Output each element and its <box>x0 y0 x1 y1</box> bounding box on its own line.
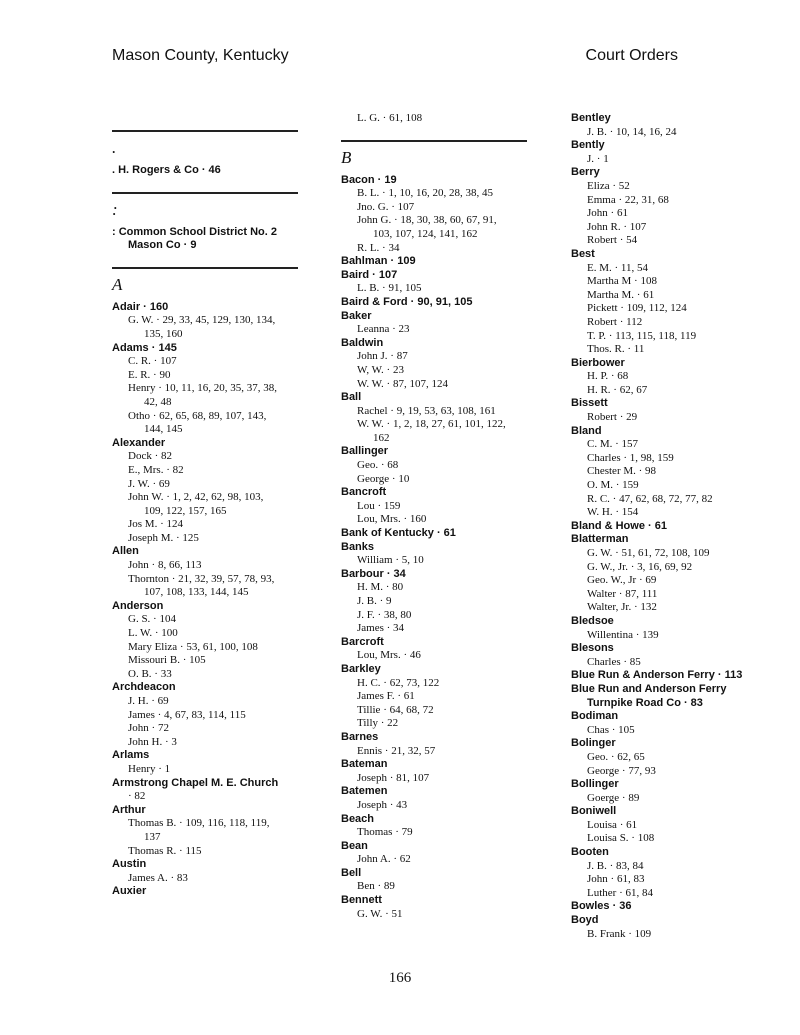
index-subentry: William · 5, 10 <box>357 554 424 567</box>
index-subentry: Henry · 1 <box>128 762 171 775</box>
index-subentry: L. W. · 100 <box>128 627 178 640</box>
index-subentry: John · 61, 83 <box>587 873 645 886</box>
index-heading: : Common School District No. 2 <box>112 225 278 238</box>
index-subentry: Missouri B. · 105 <box>128 654 206 667</box>
index-heading: Barbour · 34 <box>341 567 406 580</box>
section-letter: B <box>341 147 352 167</box>
index-subentry: J. W. · 69 <box>128 477 170 490</box>
index-subentry: Robert · 54 <box>587 234 638 247</box>
index-subentry: Mary Eliza · 53, 61, 100, 108 <box>128 640 258 653</box>
index-subentry: O. B. · 33 <box>128 667 172 680</box>
index-heading: Adair · 160 <box>112 300 169 313</box>
header-title: Court Orders <box>585 47 678 64</box>
index-subentry: G. W., Jr. · 3, 16, 69, 92 <box>587 560 693 573</box>
index-subentry: J. B. · 83, 84 <box>587 859 644 872</box>
index-subentry: Goerge · 89 <box>587 791 640 804</box>
index-heading: Armstrong Chapel M. E. Church <box>112 776 279 789</box>
index-subentry: John J. · 87 <box>357 350 408 363</box>
index-subentry: Louisa S. · 108 <box>587 832 655 845</box>
header-county: Mason County, Kentucky <box>112 47 289 64</box>
index-subentry: John A. · 62 <box>357 853 411 866</box>
index-heading: Blesons <box>571 642 614 655</box>
section-rule <box>112 130 298 132</box>
index-subentry: H. M. · 80 <box>357 581 404 594</box>
index-heading: Berry <box>571 166 600 179</box>
index-subentry: J. · 1 <box>587 152 609 165</box>
index-column-1 <box>112 0 298 899</box>
index-subentry: W. H. · 154 <box>587 506 639 519</box>
index-heading: Batemen <box>341 785 388 798</box>
index-subentry: Lou, Mrs. · 46 <box>357 649 421 662</box>
section-rule <box>112 267 298 269</box>
index-heading: Barkley <box>341 662 381 675</box>
index-heading: Bentley <box>571 112 611 124</box>
index-subentry: L. G. · 61, 108 <box>357 112 423 124</box>
index-heading: Beach <box>341 812 375 825</box>
index-subentry: Emma · 22, 31, 68 <box>587 193 669 206</box>
index-subentry: Joseph M. · 125 <box>128 531 199 544</box>
index-subentry: H. R. · 62, 67 <box>587 383 648 396</box>
index-heading: Bently <box>571 139 605 152</box>
section-rule <box>341 140 527 142</box>
index-heading: Barnes <box>341 730 379 743</box>
section-rule <box>112 192 298 194</box>
index-subentry: G. W. · 51, 61, 72, 108, 109 <box>587 547 710 559</box>
index-heading: Boyd <box>571 914 599 927</box>
index-subentry: Ennis · 21, 32, 57 <box>357 744 436 757</box>
index-continuation: 103, 107, 124, 141, 162 <box>373 227 478 240</box>
index-heading: Baldwin <box>341 336 384 349</box>
index-heading: Bland & Howe · 61 <box>571 519 667 532</box>
index-heading: Bowles · 36 <box>571 900 632 913</box>
index-subentry: Joseph · 43 <box>357 798 408 811</box>
index-subentry: James · 4, 67, 83, 114, 115 <box>128 708 246 721</box>
index-subentry: Thomas · 79 <box>357 826 413 839</box>
index-continuation: 144, 145 <box>144 423 183 436</box>
index-heading: Blatterman <box>571 533 629 546</box>
index-heading: Bodiman <box>571 710 619 723</box>
index-subentry: L. B. · 91, 105 <box>357 282 422 295</box>
index-subentry: Walter, Jr. · 132 <box>587 601 657 614</box>
index-continuation: 135, 160 <box>144 327 183 340</box>
index-subentry: Charles · 85 <box>587 655 641 668</box>
index-subentry: Thomas R. · 115 <box>128 844 202 857</box>
index-subentry: Robert · 29 <box>587 411 638 424</box>
index-subentry: Tillie · 64, 68, 72 <box>357 703 434 716</box>
index-heading: Ball <box>341 391 362 404</box>
index-heading-continuation: Turnpike Road Co · 83 <box>587 696 703 709</box>
index-subentry: Pickett · 109, 112, 124 <box>587 302 687 315</box>
index-subentry: Robert · 112 <box>587 315 643 328</box>
index-subentry: O. M. · 159 <box>587 479 639 492</box>
index-subentry: James A. · 83 <box>128 871 188 884</box>
index-subentry: W. W. · 87, 107, 124 <box>357 377 448 390</box>
index-subentry: H. P. · 68 <box>587 370 629 383</box>
index-heading: Best <box>571 247 595 260</box>
index-continuation: 109, 122, 157, 165 <box>144 504 227 517</box>
index-subentry: Geo. W., Jr · 69 <box>587 574 657 587</box>
index-subentry: James · 34 <box>357 622 405 635</box>
index-column-3 <box>571 0 757 941</box>
index-subentry: G. W. · 29, 33, 45, 129, 130, 134, <box>128 314 276 327</box>
index-heading: Bank of Kentucky · 61 <box>341 527 456 540</box>
index-heading: Blue Run & Anderson Ferry · 113 <box>571 669 743 682</box>
index-subentry: Geo. · 62, 65 <box>587 750 645 763</box>
index-subentry: George · 10 <box>357 472 410 485</box>
index-heading: Baird · 107 <box>341 268 398 281</box>
index-heading: Bledsoe <box>571 614 614 627</box>
index-subentry: H. C. · 62, 73, 122 <box>357 676 440 689</box>
index-subentry: John R. · 107 <box>587 220 647 233</box>
index-heading: Bissett <box>571 397 608 410</box>
index-subentry: Charles · 1, 98, 159 <box>587 451 674 464</box>
index-subentry: J. B. · 10, 14, 16, 24 <box>587 125 677 138</box>
index-heading: Baird & Ford · 90, 91, 105 <box>341 295 473 308</box>
index-heading: Arlams <box>112 749 150 762</box>
index-heading-continuation: Mason Co · 9 <box>128 239 197 252</box>
index-heading: Alexander <box>112 436 166 449</box>
index-heading: Bell <box>341 866 362 879</box>
index-heading: Bean <box>341 839 368 852</box>
index-heading: Archdeacon <box>112 681 176 694</box>
index-subentry: Luther · 61, 84 <box>587 886 653 899</box>
index-subentry: J. B. · 9 <box>357 595 392 607</box>
index-continuation: 107, 108, 133, 144, 145 <box>144 586 249 599</box>
index-subentry: Rachel · 9, 19, 53, 63, 108, 161 <box>357 404 496 417</box>
index-subentry: Chas · 105 <box>587 723 635 736</box>
index-subentry: Thornton · 21, 32, 39, 57, 78, 93, <box>128 572 275 585</box>
index-subentry: B. L. · 1, 10, 16, 20, 28, 38, 45 <box>357 187 493 200</box>
index-heading: Bacon · 19 <box>341 173 397 186</box>
index-subentry: J. F. · 38, 80 <box>357 608 412 621</box>
index-heading: Anderson <box>112 599 164 612</box>
index-subentry: Lou, Mrs. · 160 <box>357 513 427 526</box>
index-heading: Bland <box>571 424 602 437</box>
index-heading: Baker <box>341 309 372 322</box>
index-subentry: R. C. · 47, 62, 68, 72, 77, 82 <box>587 492 713 505</box>
index-heading: Adams · 145 <box>112 341 177 354</box>
index-heading: Arthur <box>112 803 146 816</box>
index-subentry: Geo. · 68 <box>357 459 399 472</box>
index-subentry: Joseph · 81, 107 <box>357 771 430 784</box>
index-subentry: C. R. · 107 <box>128 355 177 368</box>
index-subentry: Martha M · 108 <box>587 275 657 288</box>
index-subentry: R. L. · 34 <box>357 241 400 254</box>
index-subentry: John G. · 18, 30, 38, 60, 67, 91, <box>357 214 497 227</box>
index-subentry: Walter · 87, 111 <box>587 587 658 600</box>
index-subentry: W, W. · 23 <box>357 363 404 376</box>
index-subentry: Henry · 10, 11, 16, 20, 35, 37, 38, <box>128 382 277 395</box>
index-heading: . H. Rogers & Co · 46 <box>112 164 221 176</box>
index-subentry: B. Frank · 109 <box>587 927 652 940</box>
index-heading: Bollinger <box>571 778 619 791</box>
index-subentry: G. S. · 104 <box>128 613 176 626</box>
index-heading: Bahlman · 109 <box>341 255 416 268</box>
index-heading: Bierbower <box>571 356 625 369</box>
index-subentry: Willentina · 139 <box>587 628 659 641</box>
index-subentry: Jos M. · 124 <box>128 518 184 531</box>
section-letter: A <box>112 274 123 294</box>
index-heading: Bateman <box>341 758 388 771</box>
index-subentry: George · 77, 93 <box>587 764 656 777</box>
index-subentry: W. W. · 1, 2, 18, 27, 61, 101, 122, <box>357 418 506 431</box>
index-subentry: Leanna · 23 <box>357 323 410 336</box>
index-subentry: Jno. G. · 107 <box>357 200 415 213</box>
index-continuation: 137 <box>144 830 161 843</box>
index-column-2 <box>341 0 527 921</box>
index-subentry: Ben · 89 <box>357 880 395 893</box>
index-subentry: Louisa · 61 <box>587 818 638 831</box>
index-heading: Auxier <box>112 885 147 898</box>
index-heading: Banks <box>341 540 375 553</box>
page-number: 166 <box>388 970 412 986</box>
index-heading: Barcroft <box>341 635 384 648</box>
index-subentry: C. M. · 157 <box>587 438 639 451</box>
index-heading: Boniwell <box>571 805 617 818</box>
index-heading: Booten <box>571 846 609 859</box>
index-subentry: E. M. · 11, 54 <box>587 261 649 274</box>
index-subentry: Eliza · 52 <box>587 179 630 192</box>
index-subentry: Thos. R. · 11 <box>587 343 645 356</box>
index-heading: Bancroft <box>341 486 387 499</box>
index-subentry: Thomas B. · 109, 116, 118, 119, <box>128 817 270 830</box>
index-subentry: Otho · 62, 65, 68, 89, 107, 143, <box>128 409 267 422</box>
index-subentry: John · 61 <box>587 207 628 220</box>
index-heading: Austin <box>112 858 147 871</box>
index-subentry: E., Mrs. · 82 <box>128 463 184 476</box>
section-letter: . <box>112 138 117 157</box>
index-heading: Allen <box>112 545 139 558</box>
index-heading: Ballinger <box>341 445 389 458</box>
index-heading: Bolinger <box>571 737 616 750</box>
index-subentry: Dock · 82 <box>128 450 172 463</box>
index-subentry: Tilly · 22 <box>357 717 399 730</box>
index-subentry: Martha M. · 61 <box>587 288 655 301</box>
index-subentry: John · 8, 66, 113 <box>128 559 202 572</box>
index-subentry: J. H. · 69 <box>128 695 169 707</box>
index-continuation: 162 <box>373 431 390 444</box>
index-subentry: T. P. · 113, 115, 118, 119 <box>587 329 697 342</box>
index-subentry: E. R. · 90 <box>128 368 171 381</box>
index-subentry: John H. · 3 <box>128 735 177 748</box>
index-heading: Blue Run and Anderson Ferry <box>571 682 727 695</box>
index-subentry: Chester M. · 98 <box>587 465 657 478</box>
section-letter: : <box>112 199 118 219</box>
index-subentry: Lou · 159 <box>357 499 401 512</box>
index-heading: Bennett <box>341 894 382 907</box>
index-subentry: John W. · 1, 2, 42, 62, 98, 103, <box>128 491 264 504</box>
index-heading-continuation: · 82 <box>128 790 146 803</box>
index-subentry: G. W. · 51 <box>357 907 403 920</box>
index-subentry: John · 72 <box>128 722 169 735</box>
index-subentry: James F. · 61 <box>357 690 415 703</box>
index-continuation: 42, 48 <box>144 395 172 408</box>
